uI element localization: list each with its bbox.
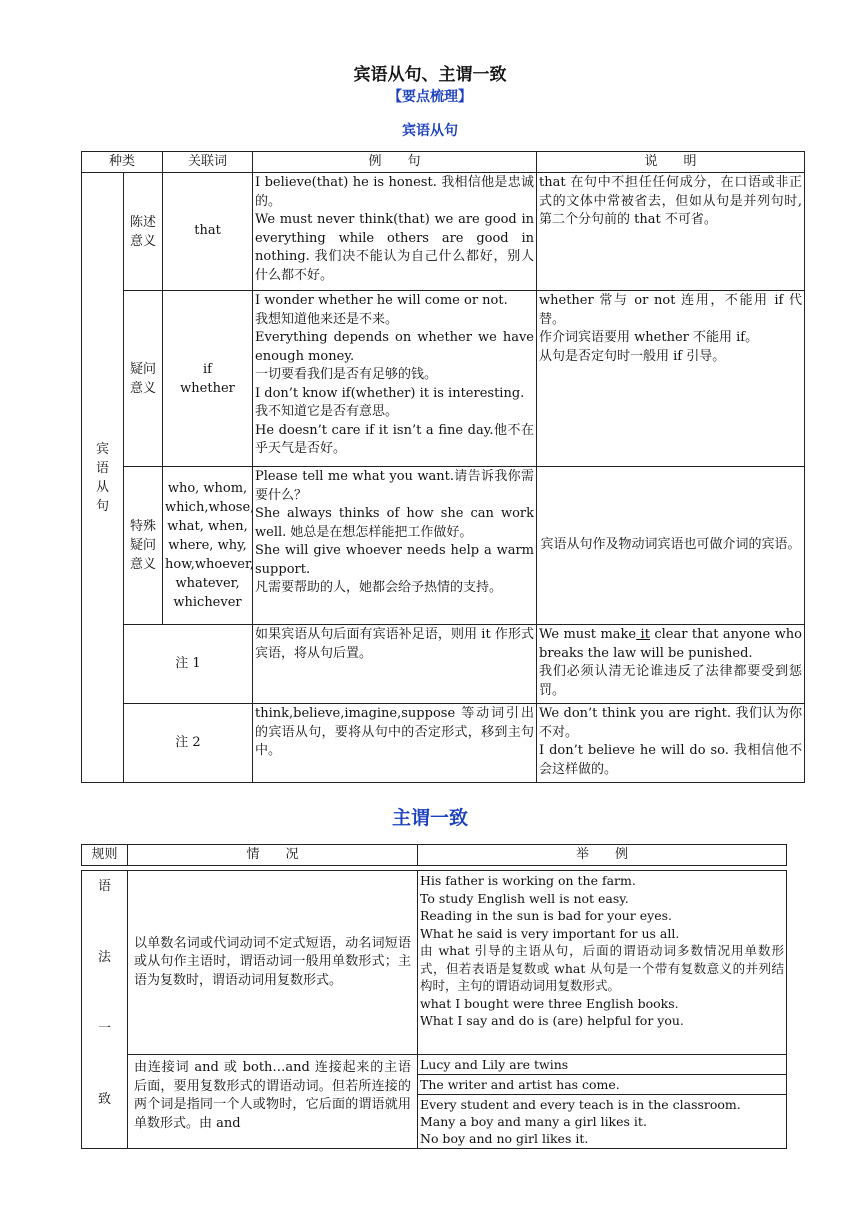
header-example: 例 句 (253, 152, 537, 173)
agreement-row-2a (82, 1055, 787, 1075)
table1-header-row (82, 152, 805, 173)
note2-examples: We don’t think you are right. 我们认为你不对。 I don’t believe he will do so. 我相信他不会这样做的。 (537, 704, 805, 783)
example-twins: Lucy and Lily are twins (418, 1055, 787, 1075)
note2-label: 注 2 (124, 704, 253, 783)
header-situation: 情 况 (128, 845, 418, 866)
note-declarative: that 在句中不担任任何成分，在口语或非正式的文体中常被省去，但如从句是并列句时,第二个分句前的 that 不可省。 (537, 173, 805, 291)
row-interrogative (82, 291, 805, 467)
situation-and-connected: 由连接词 and 或 both…and 连接起来的主语后面，要用复数形式的谓语动词。但若所连接的两个词是指同一个人或物时，它后面的谓语就用单数形式。由 and (128, 1055, 418, 1149)
examples-declarative: I believe(that) he is honest. 我相信他是忠诚的。 We must never think(that) we are good in everything while others are good in nothing. 我们决不能认为自己什么都好，别人什么都不好。 (253, 173, 537, 291)
row-note-2 (82, 704, 805, 783)
rule-grammatical-agreement: 语 法 一 致 (82, 871, 128, 1149)
examples-special-interrogative: Please tell me what you want.请告诉我你需要什么？ She always thinks of how she can work well. 她总是在想怎样能把工作做好。 She will give whoever needs help a warm support. 凡需要帮助的人，她都会给予热情的支持。 (253, 467, 537, 625)
header-examples: 举 例 (418, 845, 787, 866)
row-note-1 (82, 625, 805, 704)
row-special-interrogative (82, 467, 805, 625)
situation-singular-subject: 以单数名词或代词动词不定式短语，动名词短语或从句作主语时，谓语动词一般用单数形式；主语为复数时，谓语动词用复数形式。 (128, 871, 418, 1055)
section-object-clause-title: 宾语从句 (402, 123, 458, 139)
agreement-row-1 (82, 871, 787, 1055)
kind-declarative: 陈述 意义 (124, 173, 163, 291)
example-every-many-no: Every student and every teach is in the classroom. Many a boy and many a girl likes it. No boy and no girl likes it. (418, 1095, 787, 1149)
note2-content: think,believe,imagine,suppose 等动词引出的宾语从句，要将从句中的否定形式，移到主句中。 (253, 704, 537, 783)
kind-special-interrogative: 特殊 疑问 意义 (124, 467, 163, 625)
header-kind: 种类 (82, 152, 163, 173)
row-declarative (82, 173, 805, 291)
header-note: 说 明 (537, 152, 805, 173)
object-clause-table (81, 151, 805, 783)
note1-example: We must make it clear that anyone who breaks the law will be punished. 我们必须认清无论谁违反了法律都要受到惩罚。 (537, 625, 805, 704)
group-label-object-clause: 宾 语 从 句 (82, 173, 124, 783)
agreement-header-table (81, 844, 787, 866)
kind-interrogative: 疑问 意义 (124, 291, 163, 467)
key-points-subtitle: 【要点梳理】 (388, 89, 472, 105)
note-interrogative: whether 常与 or not 连用，不能用 if 代替。 作介词宾语要用 whether 不能用 if。 从句是否定句时一般用 if 引导。 (537, 291, 805, 467)
table2-header-row (82, 845, 787, 866)
connective-wh-words: who, whom, which,whose, what, when, where, why, how,whoever, whatever, whichever (163, 467, 253, 625)
note1-label: 注 1 (124, 625, 253, 704)
note-special-interrogative: 宾语从句作及物动词宾语也可做介词的宾语。 (537, 467, 805, 625)
examples-interrogative: I wonder whether he will come or not. 我想知道他来还是不来。 Everything depends on whether we have enough money. 一切要看我们是否有足够的钱。 I don’t know if(whether) it is interesting. 我不知道它是否有意思。 He doesn’t care if it isn’t a fine day.他不在乎天气是否好。 (253, 291, 537, 467)
agreement-table (81, 870, 787, 1149)
underlined-it: it (636, 627, 650, 642)
page-title: 宾语从句、主谓一致 (353, 65, 507, 85)
example-writer-artist: The writer and artist has come. (418, 1075, 787, 1095)
header-connective: 关联词 (163, 152, 253, 173)
note1-content: 如果宾语从句后面有宾语补足语，则用 it 作形式宾语，将从句后置。 (253, 625, 537, 704)
examples-singular-subject: His father is working on the farm. To study English well is not easy. Reading in the sun is bad for your eyes. What he said is very important for us all. 由 what 引导的主语从句，后面的谓语动词多数情况用单数形式，但若表语是复数或 what 从句是一个带有复数意义的并列结构时，主句的谓语动词用复数形式。 what I bought were three English books. What I say and do is (are) helpful for you. (418, 871, 787, 1055)
header-rule: 规则 (82, 845, 128, 866)
connective-that: that (163, 173, 253, 291)
connective-if-whether: if whether (163, 291, 253, 467)
section-subject-verb-agreement-title: 主谓一致 (391, 807, 468, 829)
